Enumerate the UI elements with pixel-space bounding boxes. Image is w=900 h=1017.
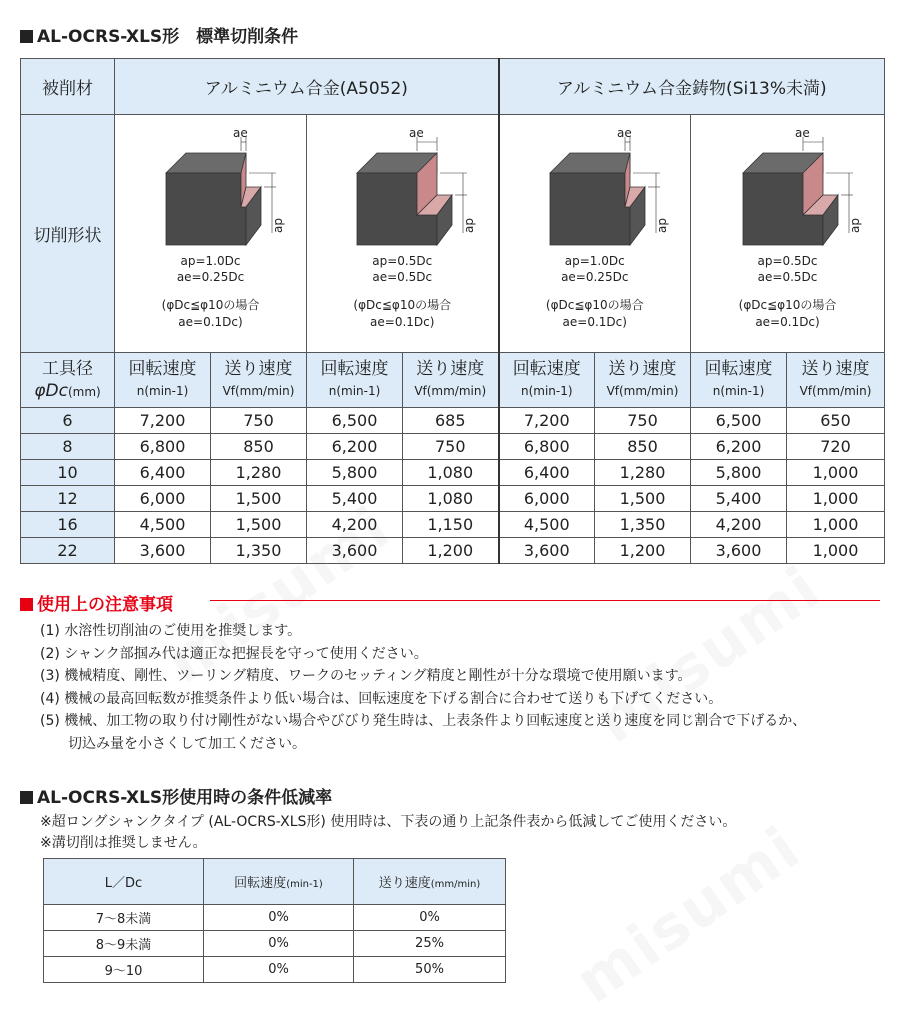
shape-note: ae=0.1Dc) [370,315,435,329]
note-item: (5) 機械、加工物の取り付け剛性がない場合やびびり発生時は、上表条件より回転速度と送り速度を同じ割合で下げるか、 [40,713,807,729]
speed-label: 回転速度 [512,359,581,379]
shape-ae: ae=0.25Dc [176,270,245,284]
speed-header [307,353,403,408]
ae-label: ae [794,126,810,140]
feed-label: 送り速度 [608,359,677,379]
shape-ae: ae=0.25Dc [561,270,629,284]
speed-cell: 7,200 [115,408,211,434]
speed-cell: 6,200 [691,434,787,460]
speed-cell: 5,800 [691,460,787,486]
note-item: (1) 水溶性切削油のご使用を推奨します。 [40,623,302,639]
feed-header [787,353,885,408]
feed-cell: 650 [787,408,885,434]
table-row [44,957,506,983]
speed-header [499,353,595,408]
speed-unit: n(min-1) [136,384,189,398]
speed-cell: 6,000 [115,486,211,512]
speed-cell: 4,200 [307,512,403,538]
table-row [21,460,885,486]
speed-unit: n(min-1) [712,384,765,398]
feed-cell: 1,000 [787,512,885,538]
feed-unit: Vf(mm/min) [799,384,872,398]
feed-cell: 1,500 [211,512,307,538]
block-front-face [550,173,630,245]
feed-cell: 750 [211,408,307,434]
speed-cell: 6,400 [499,460,595,486]
table-cell: 50% [354,957,506,983]
speed-cell: 3,600 [307,538,403,564]
note-item: 切込み量を小さくして加工ください。 [40,735,306,752]
feed-cell: 1,500 [595,486,691,512]
feed-header [403,353,499,408]
shape-ae: ae=0.5Dc [757,270,818,284]
tool-diameter-unit: (mm) [67,384,101,399]
section-title-standard-conditions [20,22,298,47]
speed-label: 回転速度 [128,359,197,379]
cutting-shape-2 [307,115,499,353]
tool-diameter-header [21,353,115,408]
table-cell: 0% [204,905,354,931]
tool-diameter-cell: 22 [21,538,115,564]
speed-cell: 6,500 [307,408,403,434]
shape-ap: ap=1.0Dc [180,254,241,268]
tool-diameter-cell: 10 [21,460,115,486]
shape-note: ae=0.1Dc) [755,315,820,329]
feed-cell: 1,200 [403,538,499,564]
table-row [21,408,885,434]
block-front-face [166,173,246,245]
feed-reduction-unit: (mm/min) [430,879,481,890]
tool-diameter-cell: 16 [21,512,115,538]
reduction-note: ※超ロングシャンクタイプ (AL-OCRS-XLS形) 使用時は、下表の通り上記条件表から低減してご使用ください。 [40,814,737,830]
speed-cell: 4,500 [499,512,595,538]
table-cell: 25% [354,931,506,957]
speed-cell: 6,500 [691,408,787,434]
speed-cell: 3,600 [499,538,595,564]
ae-label: ae [616,126,632,140]
speed-cell: 6,800 [115,434,211,460]
speed-cell: 7,200 [499,408,595,434]
note-item: (2) シャンク部掴み代は適正な把握長を守って使用ください。 [40,645,428,662]
feed-cell: 750 [403,434,499,460]
divider [210,600,880,601]
feed-label: 送り速度 [224,359,293,379]
feed-unit: Vf(mm/min) [414,384,487,398]
feed-cell: 1,000 [787,460,885,486]
ap-label: ap [462,218,477,233]
feed-header [211,353,307,408]
feed-cell: 1,080 [403,486,499,512]
ap-label: ap [847,218,862,233]
feed-label: 送り速度 [416,359,485,379]
material-casting: アルミニウム合金鋳物(Si13%未満) [499,59,885,115]
speed-unit: n(min-1) [520,384,573,398]
feed-header [595,353,691,408]
ap-label: ap [654,218,669,233]
feed-unit: Vf(mm/min) [222,384,295,398]
shape-ap: ap=0.5Dc [757,254,818,268]
speed-cell: 5,800 [307,460,403,486]
table-cell: 7～8未満 [44,905,204,931]
table-cell: 0% [204,957,354,983]
cutting-shape-3 [499,115,691,353]
speed-cell: 5,400 [691,486,787,512]
note-item: (3) 機械精度、剛性、ツーリング精度、ワークのセッティング精度と剛性が十分な環境で使用願います。 [40,668,692,684]
cutting-shape-1 [115,115,307,353]
feed-cell: 750 [595,408,691,434]
shape-note: ae=0.1Dc) [562,315,627,329]
speed-cell: 6,800 [499,434,595,460]
speed-reduction-label: 回転速度 [234,876,287,891]
feed-label: 送り速度 [801,359,870,379]
ap-label: ap [270,218,285,233]
section-title-text: AL-OCRS-XLS形 標準切削条件 [37,27,299,47]
table-row [21,434,885,460]
speed-cell: 3,600 [691,538,787,564]
table-cell: 0% [354,905,506,931]
reduction-title-text: AL-OCRS-XLS形使用時の条件低減率 [37,788,333,808]
tool-diameter-label: 工具径 [42,358,93,379]
feed-cell: 1,080 [403,460,499,486]
feed-reduction-label: 送り速度 [378,876,431,891]
block-top-face [166,153,246,173]
shape-note: (φDc≦φ10の場合 [353,298,452,312]
section-title-notes [20,590,173,615]
tool-diameter-cell: 8 [21,434,115,460]
shape-note: ae=0.1Dc) [178,315,243,329]
reduction-table [43,858,506,983]
speed-header [691,353,787,408]
feed-cell: 1,280 [595,460,691,486]
tool-diameter-symbol: φDc [34,380,68,401]
speed-cell: 4,500 [115,512,211,538]
speed-reduction-unit: (min-1) [286,879,323,890]
feed-cell: 850 [211,434,307,460]
ld-header: L／Dc [44,859,204,905]
section-title-reduction [20,783,332,808]
table-cell: 0% [204,931,354,957]
table-cell: 9～10 [44,957,204,983]
feed-cell: 1,280 [211,460,307,486]
feed-cell: 1,000 [787,538,885,564]
speed-header [115,353,211,408]
feed-unit: Vf(mm/min) [606,384,679,398]
speed-cell: 6,000 [499,486,595,512]
speed-cell: 3,600 [115,538,211,564]
table-row [21,538,885,564]
table-row [44,931,506,957]
shape-note: (φDc≦φ10の場合 [738,298,837,312]
feed-cell: 1,500 [211,486,307,512]
speed-cell: 6,400 [115,460,211,486]
feed-cell: 1,350 [211,538,307,564]
notes-title-text: 使用上の注意事項 [37,595,173,615]
table-row [21,512,885,538]
speed-cell: 5,400 [307,486,403,512]
reduction-note: ※溝切削は推奨しません。 [40,835,207,851]
feed-cell: 685 [403,408,499,434]
feed-cell: 1,150 [403,512,499,538]
shape-ap: ap=1.0Dc [564,254,625,268]
table-cell: 8～9未満 [44,931,204,957]
speed-unit: n(min-1) [328,384,381,398]
feed-cell: 1,350 [595,512,691,538]
reduction-notes [40,812,736,854]
feed-cell: 850 [595,434,691,460]
feed-cell: 1,000 [787,486,885,512]
feed-cell: 1,200 [595,538,691,564]
cutting-shape-4 [691,115,885,353]
speed-label: 回転速度 [704,359,773,379]
note-item: (4) 機械の最高回転数が推奨条件より低い場合は、回転速度を下げる割合に合わせて送りも下げてください。 [40,690,723,707]
speed-label: 回転速度 [320,359,389,379]
feed-reduction-header [354,859,506,905]
shape-note: (φDc≦φ10の場合 [545,298,644,312]
cutting-conditions-table [20,58,885,564]
material-a5052: アルミニウム合金(A5052) [115,59,499,115]
block-top-face [550,153,630,173]
cutting-shape-label: 切削形状 [21,115,115,353]
table-row [44,905,506,931]
tool-diameter-cell: 12 [21,486,115,512]
work-material-label: 被削材 [21,59,115,115]
shape-ap: ap=0.5Dc [372,254,433,268]
speed-cell: 4,200 [691,512,787,538]
speed-cell: 6,200 [307,434,403,460]
feed-cell: 720 [787,434,885,460]
shape-note: (φDc≦φ10の場合 [161,298,260,312]
shape-ae: ae=0.5Dc [372,270,433,284]
ae-label: ae [409,126,424,140]
table-row [21,486,885,512]
ae-label: ae [232,126,248,140]
tool-diameter-cell: 6 [21,408,115,434]
notes-list [40,620,806,755]
speed-reduction-header [204,859,354,905]
